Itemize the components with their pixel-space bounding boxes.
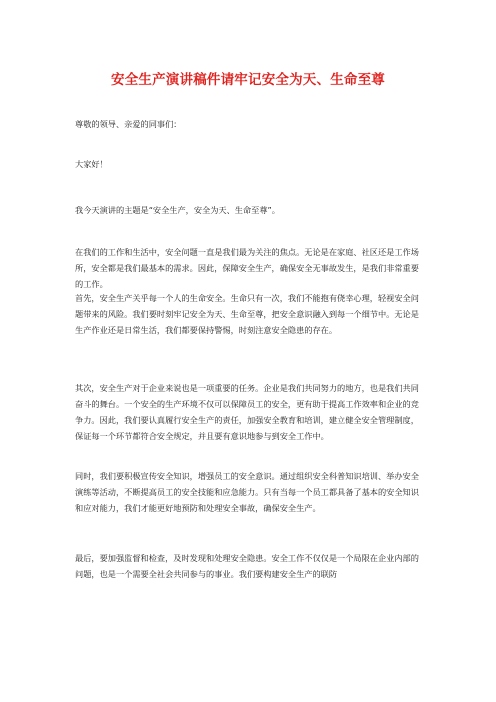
paragraph-meanwhile: 同时，我们要积极宣传安全知识，增强员工的安全意识。通过组织安全科普知识培训、举办安全演练等活动，不断提高员工的安全技能和应急能力。只有当每一个员工都具备了基本的安全知识和应对能力，我们才能更好地预防和处理安全事故，确保安全生产。 <box>75 471 419 513</box>
salutation: 尊敬的领导、亲爱的同事们： <box>75 119 182 129</box>
paragraph-intro: 在我们的工作和生活中，安全问题一直是我们最为关注的焦点。无论是在家庭、社区还是工作场所，安全都是我们最基本的需求。因此，保障安全生产，确保安全无事故发生，是我们非常重要的工作。 <box>75 247 419 289</box>
paragraph-first: 首先，安全生产关乎每一个人的生命安全。生命只有一次，我们不能抱有侥幸心理，轻视安全问题带来的风险。我们要时刻牢记安全为天、生命至尊，把安全意识融入到每一个细节中。无论是生产作业还是日常生活，我们都要保持警惕，时刻注意安全隐患的存在。 <box>75 293 419 335</box>
greeting: 大家好！ <box>75 159 108 169</box>
paragraph-finally: 最后，要加强监督和检查，及时发现和处理安全隐患。安全工作不仅仅是一个局限在企业内部的问题，也是一个需要全社会共同参与的事业。我们要构建安全生产的联防 <box>75 553 419 579</box>
speech-topic: 我今天演讲的主题是“安全生产，安全为天、生命至尊”。 <box>75 205 280 215</box>
paragraph-second: 其次，安全生产对于企业来说也是一项重要的任务。企业是我们共同努力的地方，也是我们共同奋斗的舞台。一个安全的生产环境不仅可以保障员工的安全，更有助于提高工作效率和企业的竞争力。因此，我们要认真履行安全生产的责任，加强安全教育和培训，建立健全安全管理制度，保证每一个环节都符合安全规定，并且要有意识地参与到安全工作中。 <box>75 383 419 441</box>
document-title: 安全生产演讲稿件请牢记安全为天、生命至尊 <box>111 72 385 88</box>
